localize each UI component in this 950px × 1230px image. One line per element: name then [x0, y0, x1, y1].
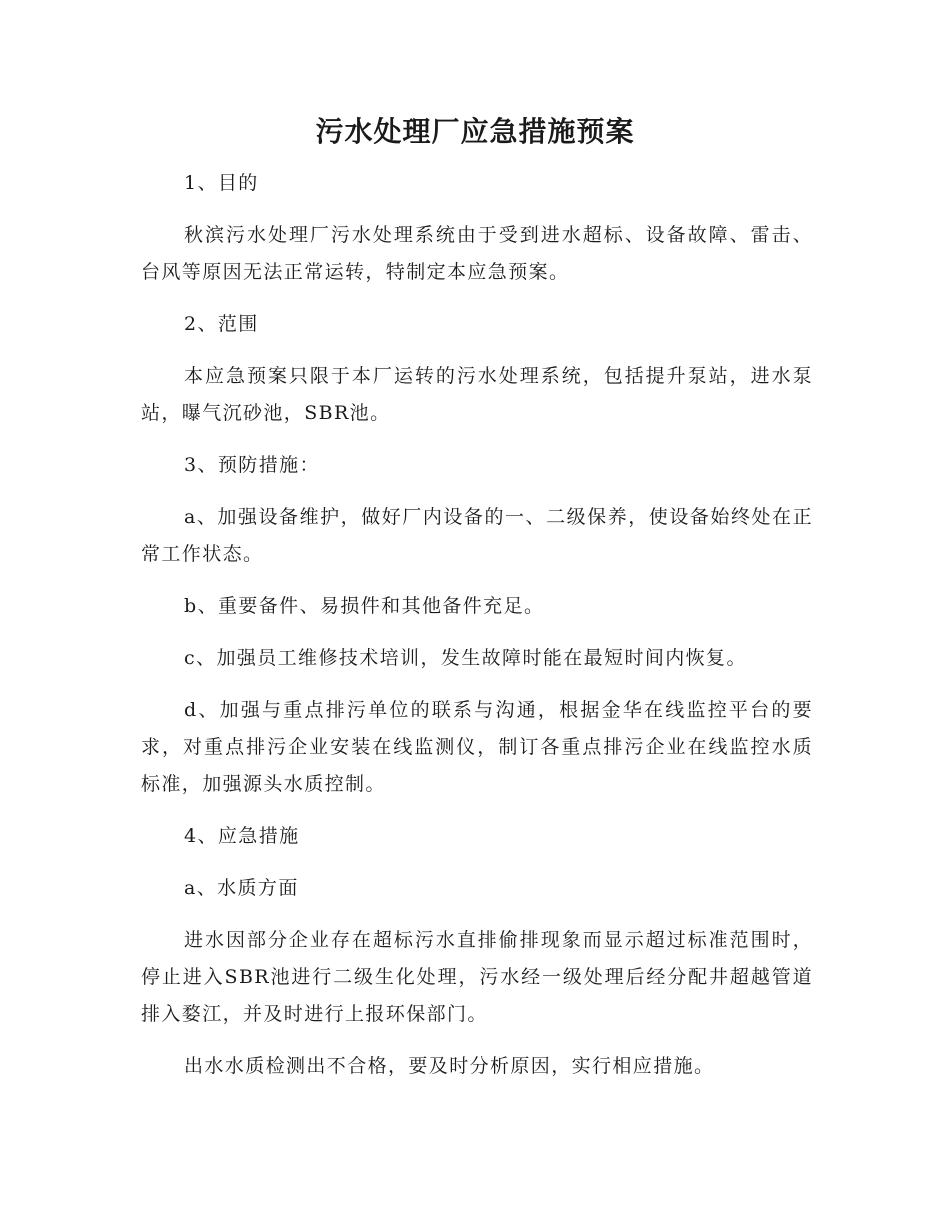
section-heading-emergency: 4、应急措施	[184, 825, 300, 847]
document-body	[141, 165, 813, 1100]
paragraph-effluent: 出水水质检测出不合格，要及时分析原因，实行相应措施。	[184, 1055, 715, 1077]
document-title: 污水处理厂应急措施预案	[315, 115, 635, 148]
section-heading-scope: 2、范围	[184, 313, 259, 335]
subheading-water-quality: a、水质方面	[184, 877, 299, 899]
paragraph-influent: 进水因部分企业存在超标污水直排偷排现象而显示超过标准范围时，停止进入SBR池进行二级生化处理，污水经一级处理后经分配井超越管道排入婺江，并及时进行上报环保部门。	[141, 929, 813, 1025]
paragraph-scope: 本应急预案只限于本厂运转的污水处理系统，包括提升泵站，进水泵站，曝气沉砂池，SBR池。	[141, 365, 813, 424]
section-heading-prevention: 3、预防措施：	[184, 454, 320, 476]
paragraph-purpose: 秋滨污水处理厂污水处理系统由于受到进水超标、设备故障、雷击、台风等原因无法正常运转，特制定本应急预案。	[141, 224, 813, 283]
paragraph-prevention-a: a、加强设备维护，做好厂内设备的一、二级保养，使设备始终处在正常工作状态。	[141, 506, 813, 565]
paragraph-prevention-c: c、加强员工维修技术培训，发生故障时能在最短时间内恢复。	[184, 647, 747, 669]
section-heading-purpose: 1、目的	[184, 172, 259, 194]
paragraph-prevention-b: b、重要备件、易损件和其他备件充足。	[184, 595, 545, 617]
paragraph-prevention-d: d、加强与重点排污单位的联系与沟通，根据金华在线监控平台的要求，对重点排污企业安装在线监测仪，制订各重点排污企业在线监控水质标准，加强源头水质控制。	[141, 699, 813, 795]
